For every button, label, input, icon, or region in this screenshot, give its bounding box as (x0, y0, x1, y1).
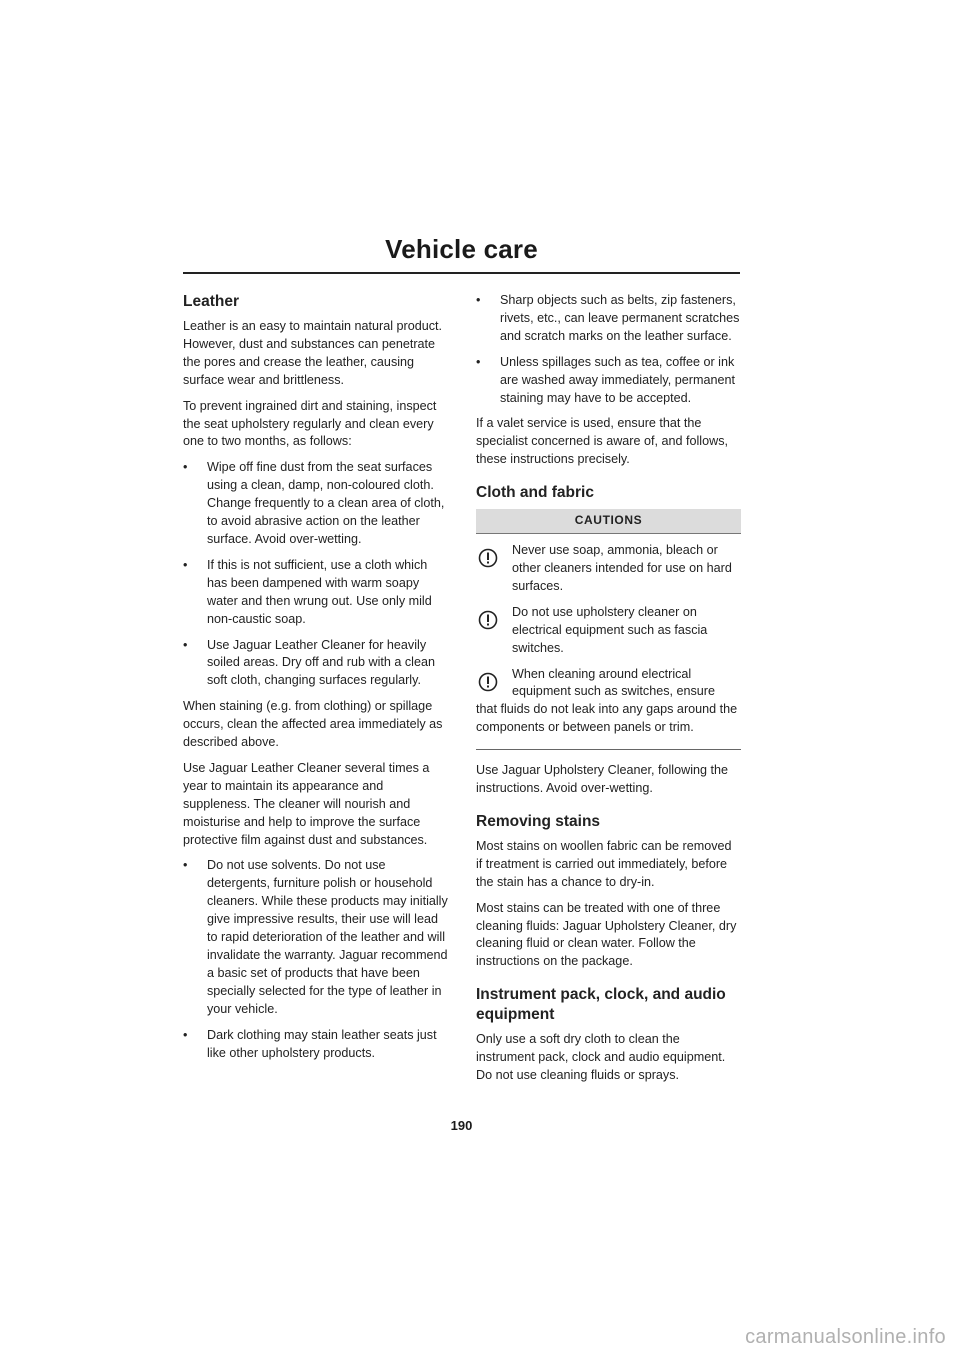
bullet-icon: • (476, 354, 481, 369)
leather-cleaner-paragraph: Use Jaguar Leather Cleaner several times a year to maintain its appearance and suppleness. The cleaner will nourish and moisturise and help to improve the surface protective film against dust and substances. (183, 760, 430, 847)
bullet-icon: • (476, 293, 481, 307)
cautions-title: CAUTIONS (476, 509, 741, 534)
bullet-icon: • (183, 858, 188, 873)
leather-intro: Leather is an easy to maintain natural product. However, dust and substances can penetrate the pores and crease the leather, causing surface wear and brittleness. (183, 319, 443, 387)
instrument-paragraph: Only use a soft dry cloth to clean the instrument pack, clock and audio equipment. Do not use cleaning fluids or sprays. (476, 1032, 726, 1083)
leather-warnings-list-continued (476, 292, 741, 407)
valet-paragraph: If a valet service is used, ensure that the specialist concerned is aware of, and follows, these instructions precisely. (476, 416, 729, 467)
list-item: • Use Jaguar Leather Cleaner for heavily soiled areas. Dry off and rub with a clean soft cloth, changing surfaces regularly. (183, 637, 435, 688)
stains-heading: Removing stains (476, 812, 601, 830)
stains-paragraph-2: Most stains can be treated with one of three cleaning fluids: Jaguar Upholstery Cleaner, dry cleaning fluid or clean water. Follow the instructions on the package. (476, 900, 737, 969)
bullet-icon: • (183, 1027, 188, 1042)
bullet-icon: • (183, 637, 188, 652)
upholstery-paragraph: Use Jaguar Upholstery Cleaner, following the instructions. Avoid over-wetting. (476, 763, 729, 796)
caution-item: Do not use upholstery cleaner on electrical equipment such as fascia switches. (476, 604, 741, 658)
list-item: • Do not use solvents. Do not use detergents, furniture polish or household cleaners. While these products may initially give impressive results, their use will lead to rapid deterioration of the leather and will invalidate the warranty. Jaguar recommend a basic set of products that have been specially selected for the type of leather in your vehicle. (183, 858, 448, 1016)
instrument-heading: Instrument pack, clock, and audio equipment (476, 986, 726, 1024)
list-item: • If this is not sufficient, use a cloth which has been dampened with warm soapy water and then wrung out. Use only mild non-caustic soap. (183, 557, 432, 626)
warning-icon (478, 610, 498, 630)
leather-inspect-paragraph: To prevent ingrained dirt and staining, inspect the seat upholstery regularly and clean every one to two months, as follows: (183, 398, 437, 449)
page-title: Vehicle care (385, 234, 538, 264)
staining-paragraph: When staining (e.g. from clothing) or spillage occurs, clean the affected area immediately as described above. (183, 699, 443, 750)
stains-paragraph-1: Most stains on woollen fabric can be removed if treatment is carried out immediately, before the stain has a chance to dry-in. (476, 838, 732, 889)
watermark: carmanualsonline.info (745, 1326, 946, 1348)
right-column (476, 292, 741, 1093)
leather-heading: Leather (183, 293, 239, 310)
cleaning-steps-list (183, 459, 449, 690)
header-divider (183, 272, 740, 274)
cloth-heading: Cloth and fabric (476, 484, 594, 502)
cautions-box (476, 509, 741, 750)
warning-icon (478, 672, 498, 692)
leather-warnings-list (183, 857, 449, 1062)
page-number: 190 (450, 1118, 473, 1133)
caution-item: Never use soap, ammonia, bleach or other cleaners intended for use on hard surfaces. (476, 542, 741, 596)
left-column (183, 292, 449, 1070)
list-item: • Sharp objects such as belts, zip fasteners, rivets, etc., can leave permanent scratches and scratch marks on the leather surface. (476, 293, 740, 343)
list-item: • Unless spillages such as tea, coffee or ink are washed away immediately, permanent staining may have to be accepted. (476, 354, 735, 405)
warning-icon (478, 548, 498, 568)
bullet-icon: • (183, 460, 188, 475)
caution-item: When cleaning around electrical equipment such as switches, ensure that fluids do not leak into any gaps around the components or between panels or trim. (476, 666, 738, 735)
list-item: • Wipe off fine dust from the seat surfaces using a clean, damp, non-coloured cloth. Change frequently to a clean area of cloth, to avoid abrasive action on the leather surface. Avoid over-wetting. (183, 460, 445, 546)
bullet-icon: • (183, 557, 188, 572)
list-item: • Dark clothing may stain leather seats just like other upholstery products. (183, 1027, 437, 1060)
